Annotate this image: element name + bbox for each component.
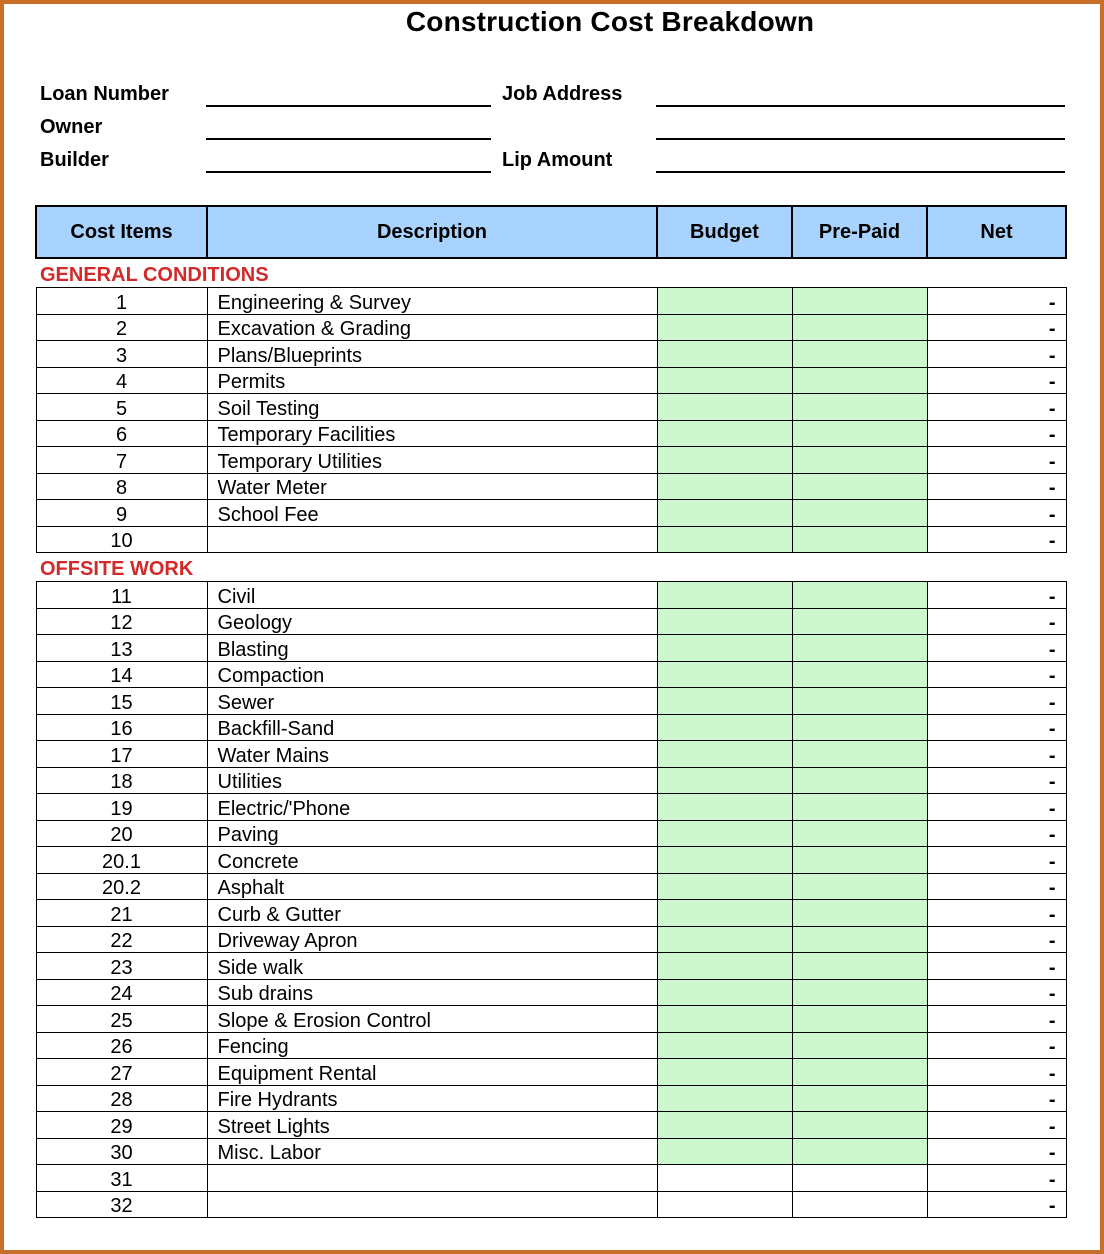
cost-item-number: 2 — [36, 314, 207, 341]
cost-item-description: Fire Hydrants — [207, 1085, 657, 1112]
table-row — [36, 341, 1066, 368]
cost-item-number: 19 — [36, 794, 207, 821]
cost-item-number: 26 — [36, 1032, 207, 1059]
net-cell: - — [927, 741, 1066, 768]
section-header-row — [36, 553, 1066, 582]
budget-cell[interactable] — [657, 767, 792, 794]
budget-cell[interactable] — [657, 1085, 792, 1112]
cost-item-number: 28 — [36, 1085, 207, 1112]
budget-cell[interactable] — [657, 1032, 792, 1059]
cost-item-description: Utilities — [207, 767, 657, 794]
net-cell: - — [927, 314, 1066, 341]
cost-item-number: 24 — [36, 979, 207, 1006]
cost-item-number: 8 — [36, 473, 207, 500]
net-cell: - — [927, 394, 1066, 421]
budget-cell[interactable] — [657, 367, 792, 394]
cost-item-number: 22 — [36, 926, 207, 953]
cost-item-number: 9 — [36, 500, 207, 527]
net-cell: - — [927, 661, 1066, 688]
cost-item-description: Water Meter — [207, 473, 657, 500]
pre-paid-cell[interactable] — [792, 1112, 927, 1139]
net-cell: - — [927, 794, 1066, 821]
net-cell: - — [927, 847, 1066, 874]
net-cell: - — [927, 1165, 1066, 1192]
pre-paid-cell[interactable] — [792, 1191, 927, 1218]
cost-item-number: 5 — [36, 394, 207, 421]
cost-item-description: Civil — [207, 582, 657, 609]
cost-item-description: Street Lights — [207, 1112, 657, 1139]
cost-item-number: 20.1 — [36, 847, 207, 874]
cost-item-description — [207, 526, 657, 553]
net-cell: - — [927, 900, 1066, 927]
net-cell: - — [927, 1191, 1066, 1218]
pre-paid-cell[interactable] — [792, 1032, 927, 1059]
net-cell: - — [927, 447, 1066, 474]
table-row — [36, 1112, 1066, 1139]
pre-paid-cell[interactable] — [792, 420, 927, 447]
cost-item-description: Sub drains — [207, 979, 657, 1006]
net-cell: - — [927, 608, 1066, 635]
net-cell: - — [927, 767, 1066, 794]
cost-item-description — [207, 1165, 657, 1192]
pre-paid-cell[interactable] — [792, 900, 927, 927]
net-cell: - — [927, 1085, 1066, 1112]
pre-paid-cell[interactable] — [792, 661, 927, 688]
cost-item-description: Compaction — [207, 661, 657, 688]
job-address-field[interactable] — [656, 105, 1065, 107]
table-row — [36, 288, 1066, 315]
cost-item-number: 1 — [36, 288, 207, 315]
column-header-pre-paid: Pre-Paid — [792, 206, 927, 258]
table-row — [36, 953, 1066, 980]
cost-item-description: Sewer — [207, 688, 657, 715]
builder-field[interactable] — [206, 171, 491, 173]
pre-paid-cell[interactable] — [792, 367, 927, 394]
pre-paid-cell[interactable] — [792, 608, 927, 635]
budget-cell[interactable] — [657, 394, 792, 421]
budget-cell[interactable] — [657, 635, 792, 662]
pre-paid-cell[interactable] — [792, 447, 927, 474]
cost-item-description: Excavation & Grading — [207, 314, 657, 341]
cost-item-description: Side walk — [207, 953, 657, 980]
table-row — [36, 873, 1066, 900]
table-row — [36, 394, 1066, 421]
pre-paid-cell[interactable] — [792, 1006, 927, 1033]
budget-cell[interactable] — [657, 526, 792, 553]
net-cell: - — [927, 526, 1066, 553]
table-row — [36, 820, 1066, 847]
column-header-description: Description — [207, 206, 657, 258]
cost-item-description: Blasting — [207, 635, 657, 662]
pre-paid-cell[interactable] — [792, 714, 927, 741]
loan-number-field[interactable] — [206, 105, 491, 107]
net-cell: - — [927, 1032, 1066, 1059]
cost-item-number: 12 — [36, 608, 207, 635]
cost-item-number: 11 — [36, 582, 207, 609]
cost-item-number: 20 — [36, 820, 207, 847]
cost-table — [35, 205, 1067, 1218]
pre-paid-cell[interactable] — [792, 820, 927, 847]
cost-item-number: 4 — [36, 367, 207, 394]
pre-paid-cell[interactable] — [792, 741, 927, 768]
net-cell: - — [927, 979, 1066, 1006]
pre-paid-cell[interactable] — [792, 1138, 927, 1165]
budget-cell[interactable] — [657, 714, 792, 741]
cost-item-description: Slope & Erosion Control — [207, 1006, 657, 1033]
table-row — [36, 688, 1066, 715]
section-header-row — [36, 258, 1066, 288]
cost-item-number: 27 — [36, 1059, 207, 1086]
table-row — [36, 500, 1066, 527]
cost-item-number: 31 — [36, 1165, 207, 1192]
table-row — [36, 526, 1066, 553]
budget-cell[interactable] — [657, 794, 792, 821]
cost-item-number: 6 — [36, 420, 207, 447]
owner-field[interactable] — [206, 138, 491, 140]
table-row — [36, 608, 1066, 635]
table-row — [36, 420, 1066, 447]
page-title: Construction Cost Breakdown — [405, 6, 815, 37]
pre-paid-cell[interactable] — [792, 953, 927, 980]
budget-cell[interactable] — [657, 314, 792, 341]
cost-item-number: 10 — [36, 526, 207, 553]
cost-item-number: 23 — [36, 953, 207, 980]
column-header-row — [36, 206, 1066, 258]
pre-paid-cell[interactable] — [792, 288, 927, 315]
column-header-net: Net — [927, 206, 1066, 258]
cost-item-number: 25 — [36, 1006, 207, 1033]
table-row — [36, 661, 1066, 688]
table-row — [36, 447, 1066, 474]
budget-cell[interactable] — [657, 1059, 792, 1086]
pre-paid-cell[interactable] — [792, 873, 927, 900]
cost-item-description: Concrete — [207, 847, 657, 874]
cost-item-description: Engineering & Survey — [207, 288, 657, 315]
cost-item-description: Plans/Blueprints — [207, 341, 657, 368]
budget-cell[interactable] — [657, 953, 792, 980]
budget-cell[interactable] — [657, 1138, 792, 1165]
net-cell: - — [927, 367, 1066, 394]
owner-label: Owner — [40, 116, 103, 138]
table-row — [36, 767, 1066, 794]
budget-cell[interactable] — [657, 420, 792, 447]
net-cell: - — [927, 926, 1066, 953]
budget-cell[interactable] — [657, 447, 792, 474]
net-cell: - — [927, 820, 1066, 847]
cost-item-description: Misc. Labor — [207, 1138, 657, 1165]
pre-paid-cell[interactable] — [792, 473, 927, 500]
net-cell: - — [927, 1059, 1066, 1086]
cost-item-number: 13 — [36, 635, 207, 662]
pre-paid-cell[interactable] — [792, 500, 927, 527]
cost-item-description: Fencing — [207, 1032, 657, 1059]
budget-cell[interactable] — [657, 1165, 792, 1192]
pre-paid-cell[interactable] — [792, 1085, 927, 1112]
budget-cell[interactable] — [657, 1191, 792, 1218]
table-row — [36, 847, 1066, 874]
pre-paid-cell[interactable] — [792, 688, 927, 715]
budget-cell[interactable] — [657, 608, 792, 635]
net-cell: - — [927, 873, 1066, 900]
cost-item-description: Electric/'Phone — [207, 794, 657, 821]
cost-item-number: 32 — [36, 1191, 207, 1218]
table-row — [36, 314, 1066, 341]
cost-item-description: Curb & Gutter — [207, 900, 657, 927]
net-cell: - — [927, 953, 1066, 980]
net-cell: - — [927, 582, 1066, 609]
cost-item-description — [207, 1191, 657, 1218]
cost-item-number: 7 — [36, 447, 207, 474]
column-header-budget: Budget — [657, 206, 792, 258]
builder-label: Builder — [40, 149, 109, 171]
table-row — [36, 1085, 1066, 1112]
table-row — [36, 1191, 1066, 1218]
pre-paid-cell[interactable] — [792, 314, 927, 341]
budget-cell[interactable] — [657, 1112, 792, 1139]
cost-item-description: Geology — [207, 608, 657, 635]
net-cell: - — [927, 635, 1066, 662]
lip-amount-label: Lip Amount — [502, 149, 613, 171]
pre-paid-cell[interactable] — [792, 847, 927, 874]
table-row — [36, 367, 1066, 394]
pre-paid-cell[interactable] — [792, 1059, 927, 1086]
cost-item-description: Driveway Apron — [207, 926, 657, 953]
pre-paid-cell[interactable] — [792, 794, 927, 821]
net-cell: - — [927, 688, 1066, 715]
cost-item-number: 17 — [36, 741, 207, 768]
net-cell: - — [927, 500, 1066, 527]
net-cell: - — [927, 288, 1066, 315]
cost-item-number: 30 — [36, 1138, 207, 1165]
pre-paid-cell[interactable] — [792, 1165, 927, 1192]
cost-item-description: Temporary Utilities — [207, 447, 657, 474]
lip-amount-field[interactable] — [656, 171, 1065, 173]
pre-paid-cell[interactable] — [792, 582, 927, 609]
table-row — [36, 714, 1066, 741]
job-address-field-line-2[interactable] — [656, 138, 1065, 140]
cost-item-description: School Fee — [207, 500, 657, 527]
cost-item-number: 21 — [36, 900, 207, 927]
cost-item-number: 29 — [36, 1112, 207, 1139]
table-row — [36, 473, 1066, 500]
cost-item-number: 14 — [36, 661, 207, 688]
pre-paid-cell[interactable] — [792, 767, 927, 794]
budget-cell[interactable] — [657, 873, 792, 900]
cost-item-description: Asphalt — [207, 873, 657, 900]
cost-item-number: 20.2 — [36, 873, 207, 900]
pre-paid-cell[interactable] — [792, 979, 927, 1006]
table-row — [36, 1138, 1066, 1165]
budget-cell[interactable] — [657, 288, 792, 315]
table-row — [36, 1032, 1066, 1059]
budget-cell[interactable] — [657, 926, 792, 953]
pre-paid-cell[interactable] — [792, 526, 927, 553]
cost-item-description: Backfill-Sand — [207, 714, 657, 741]
net-cell: - — [927, 1138, 1066, 1165]
budget-cell[interactable] — [657, 1006, 792, 1033]
section-title: OFFSITE WORK — [40, 558, 194, 580]
net-cell: - — [927, 473, 1066, 500]
cost-item-description: Paving — [207, 820, 657, 847]
table-row — [36, 741, 1066, 768]
cost-item-number: 18 — [36, 767, 207, 794]
table-row — [36, 926, 1066, 953]
table-row — [36, 582, 1066, 609]
cost-item-description: Soil Testing — [207, 394, 657, 421]
table-row — [36, 979, 1066, 1006]
net-cell: - — [927, 420, 1066, 447]
job-address-label: Job Address — [502, 83, 623, 105]
loan-number-label: Loan Number — [40, 83, 169, 105]
budget-cell[interactable] — [657, 820, 792, 847]
budget-cell[interactable] — [657, 688, 792, 715]
budget-cell[interactable] — [657, 500, 792, 527]
pre-paid-cell[interactable] — [792, 394, 927, 421]
net-cell: - — [927, 1006, 1066, 1033]
table-row — [36, 794, 1066, 821]
cost-item-number: 16 — [36, 714, 207, 741]
table-row — [36, 635, 1066, 662]
pre-paid-cell[interactable] — [792, 341, 927, 368]
cost-item-description: Equipment Rental — [207, 1059, 657, 1086]
column-header-cost-items: Cost Items — [36, 206, 207, 258]
pre-paid-cell[interactable] — [792, 926, 927, 953]
cost-item-description: Water Mains — [207, 741, 657, 768]
budget-cell[interactable] — [657, 661, 792, 688]
cost-item-description: Permits — [207, 367, 657, 394]
cost-item-number: 15 — [36, 688, 207, 715]
net-cell: - — [927, 714, 1066, 741]
budget-cell[interactable] — [657, 847, 792, 874]
cost-item-description: Temporary Facilities — [207, 420, 657, 447]
budget-cell[interactable] — [657, 341, 792, 368]
table-row — [36, 1165, 1066, 1192]
pre-paid-cell[interactable] — [792, 635, 927, 662]
budget-cell[interactable] — [657, 582, 792, 609]
section-title: GENERAL CONDITIONS — [40, 264, 269, 286]
budget-cell[interactable] — [657, 900, 792, 927]
table-row — [36, 1059, 1066, 1086]
table-row — [36, 900, 1066, 927]
budget-cell[interactable] — [657, 741, 792, 768]
budget-cell[interactable] — [657, 979, 792, 1006]
budget-cell[interactable] — [657, 473, 792, 500]
net-cell: - — [927, 341, 1066, 368]
cost-item-number: 3 — [36, 341, 207, 368]
net-cell: - — [927, 1112, 1066, 1139]
table-row — [36, 1006, 1066, 1033]
